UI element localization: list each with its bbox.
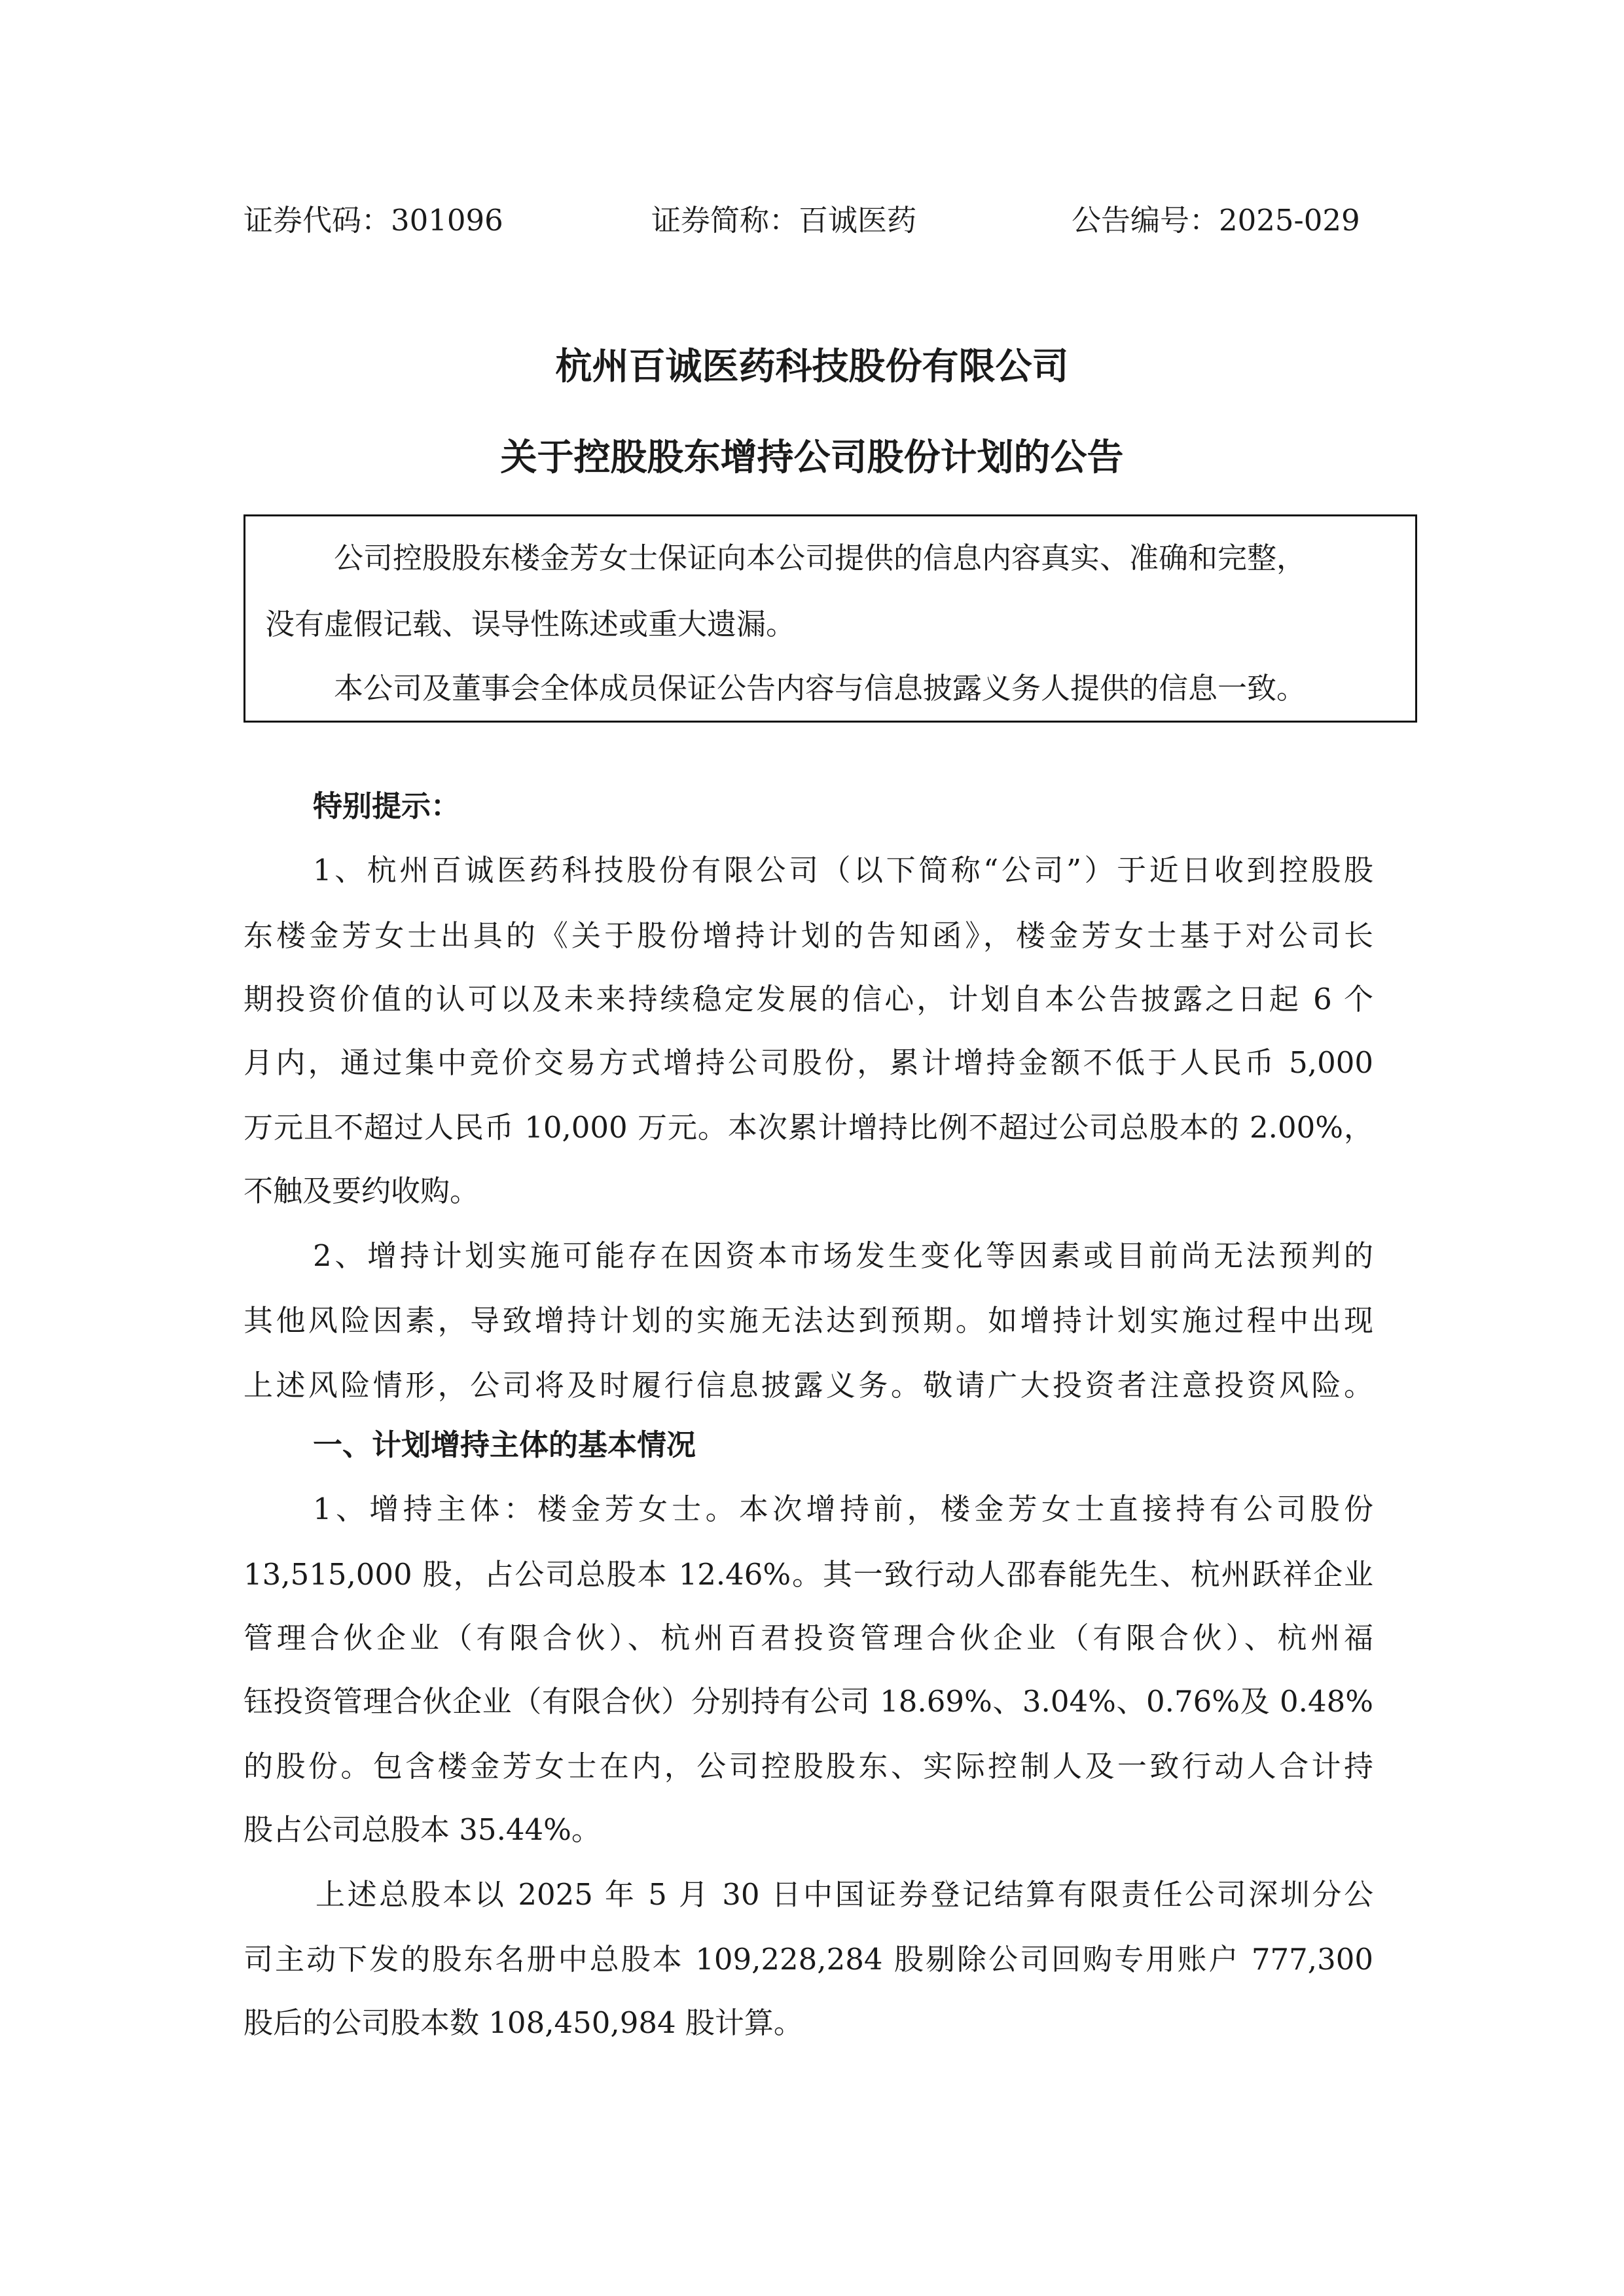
paragraph-line: 东楼金芳女士出具的《关于股份增持计划的告知函》，楼金芳女士基于对公司长 (244, 918, 1373, 953)
paragraph-line: 万元且不超过人民币 10,000 万元。本次累计增持比例不超过公司总股本的 2.00%， (244, 1110, 1373, 1145)
security-code: 证券代码：301096 (244, 203, 503, 238)
paragraph-line: 股后的公司股本数 108,450,984 股计算。 (244, 2005, 803, 2040)
paragraph-line: 上述总股本以 2025 年 5 月 30 日中国证券登记结算有限责任公司深圳分公 (316, 1877, 1373, 1912)
company-title: 杭州百诚医药科技股份有限公司 (555, 345, 1069, 388)
disclaimer-line: 本公司及董事会全体成员保证公告内容与信息披露义务人提供的信息一致。 (334, 671, 1307, 706)
announcement-title: 关于控股股东增持公司股份计划的公告 (500, 436, 1124, 479)
section-heading: 一、计划增持主体的基本情况 (313, 1427, 696, 1462)
disclaimer-line: 公司控股股东楼金芳女士保证向本公司提供的信息内容真实、准确和完整， (334, 541, 1307, 575)
paragraph-line: 月内，通过集中竞价交易方式增持公司股份，累计增持金额不低于人民币 5,000 (244, 1045, 1373, 1080)
paragraph-line: 钰投资管理合伙企业（有限合伙）分别持有公司 18.69%、3.04%、0.76%及 0.48% (244, 1684, 1373, 1719)
paragraph-line: 期投资价值的认可以及未来持续稳定发展的信心，计划自本公告披露之日起 6 个 (244, 982, 1373, 1016)
announcement-number: 公告编号：2025-029 (1072, 203, 1360, 238)
paragraph-line: 的股份。包含楼金芳女士在内，公司控股股东、实际控制人及一致行动人合计持 (244, 1749, 1373, 1784)
paragraph-line: 2、增持计划实施可能存在因资本市场发生变化等因素或目前尚无法预判的 (313, 1238, 1373, 1273)
paragraph-line: 司主动下发的股东名册中总股本 109,228,284 股剔除公司回购专用账户 777,300 (244, 1942, 1373, 1977)
paragraph-line: 上述风险情形，公司将及时履行信息披露义务。敬请广大投资者注意投资风险。 (244, 1368, 1373, 1403)
special-notice-heading: 特别提示： (313, 789, 461, 823)
paragraph-line: 不触及要约收购。 (244, 1174, 480, 1208)
paragraph-line: 管理合伙企业（有限合伙）、杭州百君投资管理合伙企业（有限合伙）、杭州福 (244, 1621, 1373, 1655)
disclaimer-line: 没有虚假记载、误导性陈述或重大遗漏。 (265, 607, 796, 641)
paragraph-line: 1、杭州百诚医药科技股份有限公司（以下简称“公司”）于近日收到控股股 (313, 853, 1373, 888)
paragraph-line: 1、增持主体：楼金芳女士。本次增持前，楼金芳女士直接持有公司股份 (313, 1492, 1373, 1526)
paragraph-line: 其他风险因素，导致增持计划的实施无法达到预期。如增持计划实施过程中出现 (244, 1303, 1373, 1338)
document-header (244, 196, 1382, 242)
security-abbreviation: 证券简称：百诚医药 (651, 203, 917, 238)
paragraph-line: 13,515,000 股，占公司总股本 12.46%。其一致行动人邵春能先生、杭州跃祥企业 (244, 1557, 1373, 1592)
paragraph-line: 股占公司总股本 35.44%。 (244, 1812, 601, 1847)
